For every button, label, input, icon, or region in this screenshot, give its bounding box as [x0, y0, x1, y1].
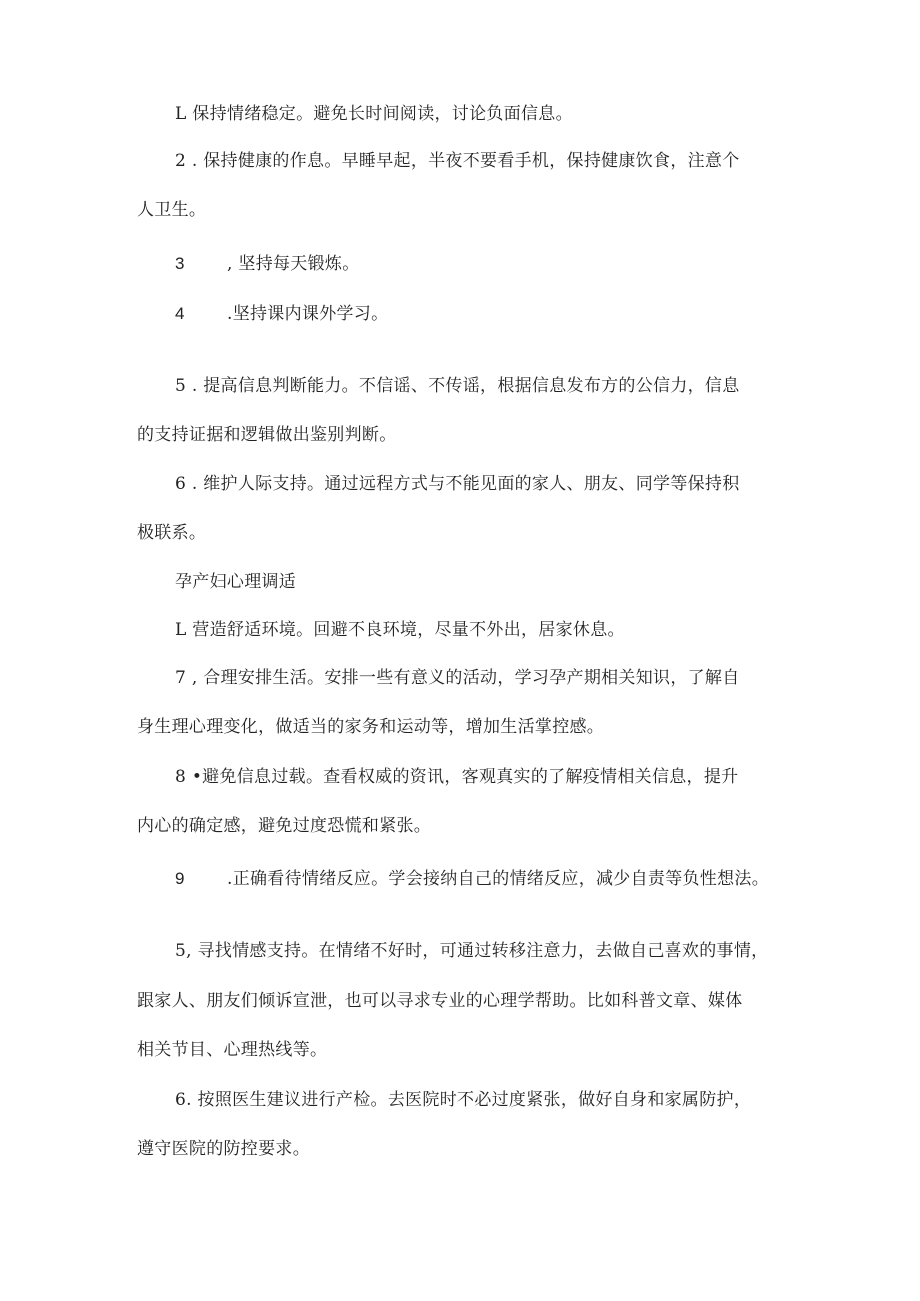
paragraph-line-1: L 保持情绪稳定。避免长时间阅读，讨论负面信息。 [175, 104, 573, 124]
paragraph-line-7: L 营造舒适环境。回避不良环境，尽量不外出，居家休息。 [175, 620, 625, 640]
paragraph-line-12-cont: 遵守医院的防控要求。 [137, 1139, 310, 1159]
item-text: , 坚持每天锻炼。 [227, 254, 360, 274]
paragraph-line-2: 2 . 保持健康的作息。早睡早起，半夜不要看手机，保持健康饮食，注意个 [175, 151, 740, 171]
item-number: 4 [175, 304, 185, 323]
paragraph-line-5-cont: 的支持证据和逻辑做出鉴别判断。 [137, 425, 397, 445]
paragraph-line-9-cont: 内心的确定感，避免过度恐慌和紧张。 [137, 816, 432, 836]
paragraph-line-5: 5 . 提高信息判断能力。不信谣、不传谣，根据信息发布方的公信力，信息 [175, 376, 740, 396]
item-number: 3 [175, 254, 185, 273]
paragraph-line-9: 8 •避免信息过载。查看权威的资讯，客观真实的了解疫情相关信息，提升 [175, 767, 739, 787]
item-number: 9 [175, 869, 185, 888]
paragraph-line-6-cont: 极联系。 [137, 523, 207, 543]
paragraph-line-2-cont: 人卫生。 [137, 200, 207, 220]
paragraph-line-11-cont2: 相关节目、心理热线等。 [137, 1040, 328, 1060]
paragraph-line-8-cont: 身生理心理变化，做适当的家务和运动等，增加生活掌控感。 [137, 717, 605, 737]
paragraph-line-4 [175, 304, 388, 324]
paragraph-line-10 [175, 869, 769, 889]
item-text: .坚持课内课外学习。 [227, 304, 389, 324]
paragraph-line-6: 6 . 维护人际支持。通过远程方式与不能见面的家人、朋友、同学等保持积 [175, 474, 740, 494]
item-text: .正确看待情绪反应。学会接纳自己的情绪反应，减少自责等负性想法。 [227, 869, 770, 889]
paragraph-line-8: 7 , 合理安排生活。安排一些有意义的活动，学习孕产期相关知识，了解自 [175, 668, 740, 688]
section-heading: 孕产妇心理调适 [175, 572, 297, 592]
paragraph-line-3 [175, 254, 360, 274]
paragraph-line-12: 6. 按照医生建议进行产检。去医院时不必过度紧张，做好自身和家属防护， [175, 1090, 752, 1110]
paragraph-line-11: 5, 寻找情感支持。在情绪不好时，可通过转移注意力，去做自己喜欢的事情， [175, 941, 769, 961]
paragraph-line-11-cont: 跟家人、朋友们倾诉宣泄，也可以寻求专业的心理学帮助。比如科普文章、媒体 [137, 991, 743, 1011]
